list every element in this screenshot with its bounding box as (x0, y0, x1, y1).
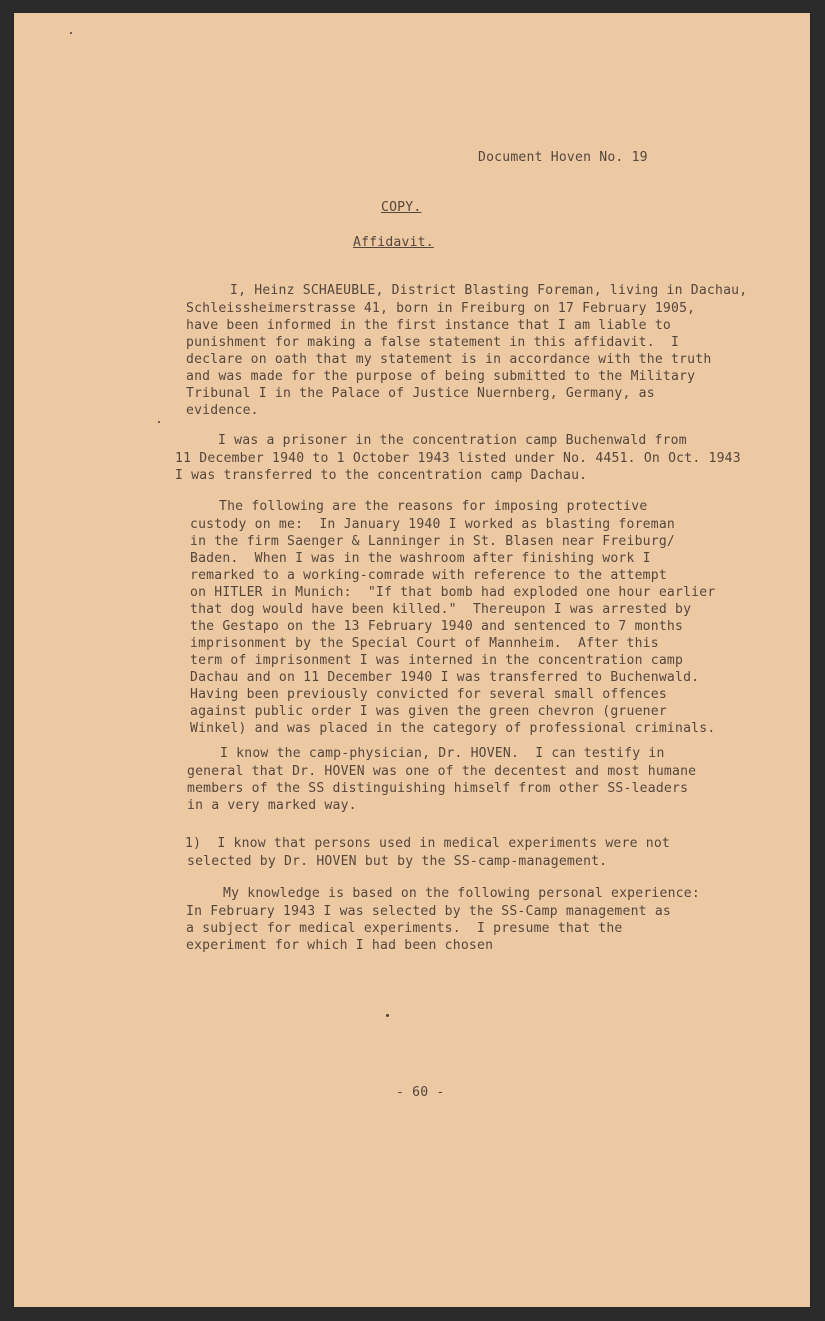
ink-dot (386, 1014, 389, 1017)
text-line: members of the SS distinguishing himself from other SS-leaders (187, 781, 689, 796)
text-line: 1) I know that persons used in medical experiments were not (185, 836, 670, 851)
text-line: the Gestapo on the 13 February 1940 and sentenced to 7 months (190, 619, 684, 634)
text-line: remarked to a working-comrade with reference to the attempt (190, 568, 667, 583)
text-line: experiment for which I had been chosen (186, 938, 494, 953)
text-line: I was a prisoner in the concentration camp Buchenwald from (218, 433, 687, 448)
text-line: evidence. (186, 403, 259, 418)
text-line: have been informed in the first instance that I am liable to (186, 318, 671, 333)
text-line: term of imprisonment I was interned in the concentration camp (190, 653, 684, 668)
copy-label: COPY. (381, 200, 422, 215)
text-line: Tribunal I in the Palace of Justice Nuernberg, Germany, as (186, 386, 655, 401)
text-line: declare on oath that my statement is in accordance with the truth (186, 352, 712, 367)
text-line: that dog would have been killed." Thereupon I was arrested by (190, 602, 692, 617)
text-line: I was transferred to the concentration camp Dachau. (175, 468, 588, 483)
text-line: in the firm Saenger & Lanninger in St. Blasen near Freiburg/ (190, 534, 675, 549)
text-line: a subject for medical experiments. I presume that the (186, 921, 623, 936)
text-line: I know the camp-physician, Dr. HOVEN. I can testify in (220, 746, 665, 761)
affidavit-title: Affidavit. (353, 235, 434, 250)
text-line: selected by Dr. HOVEN but by the SS-camp-management. (187, 854, 608, 869)
document-page (14, 13, 810, 1307)
text-line: Schleissheimerstrasse 41, born in Freiburg on 17 February 1905, (186, 301, 696, 316)
text-line: punishment for making a false statement in this affidavit. I (186, 335, 680, 350)
document-reference: Document Hoven No. 19 (478, 150, 648, 165)
paragraph-personal-experience (186, 886, 700, 976)
paragraph-custody-reasons (190, 499, 716, 739)
text-line: 11 December 1940 to 1 October 1943 listed under No. 4451. On Oct. 1943 (175, 451, 741, 466)
text-line: and was made for the purpose of being submitted to the Military (186, 369, 696, 384)
text-line: Winkel) and was placed in the category of professional criminals. (190, 721, 716, 736)
text-line: My knowledge is based on the following personal experience: (223, 886, 700, 901)
ink-dot (158, 421, 160, 423)
text-line: custody on me: In January 1940 I worked as blasting foreman (190, 517, 675, 532)
text-line: on HITLER in Munich: "If that bomb had exploded one hour earlier (190, 585, 716, 600)
text-line: Having been previously convicted for several small offences (190, 687, 667, 702)
text-line: general that Dr. HOVEN was one of the decentest and most humane (187, 764, 697, 779)
text-line: The following are the reasons for imposing protective (219, 499, 648, 514)
text-line: Baden. When I was in the washroom after finishing work I (190, 551, 651, 566)
text-line: against public order I was given the green chevron (gruener (190, 704, 667, 719)
page-number: - 60 - (396, 1085, 445, 1100)
text-line: Dachau and on 11 December 1940 I was transferred to Buchenwald. (190, 670, 700, 685)
paragraph-hoven-character (187, 746, 697, 836)
text-line: In February 1943 I was selected by the SS-Camp management as (186, 904, 671, 919)
text-line: in a very marked way. (187, 798, 357, 813)
paragraph-declaration (186, 283, 748, 433)
text-line: I, Heinz SCHAEUBLE, District Blasting Foreman, living in Dachau, (230, 283, 748, 298)
text-line: imprisonment by the Special Court of Mannheim. After this (190, 636, 659, 651)
ink-dot (70, 32, 72, 34)
